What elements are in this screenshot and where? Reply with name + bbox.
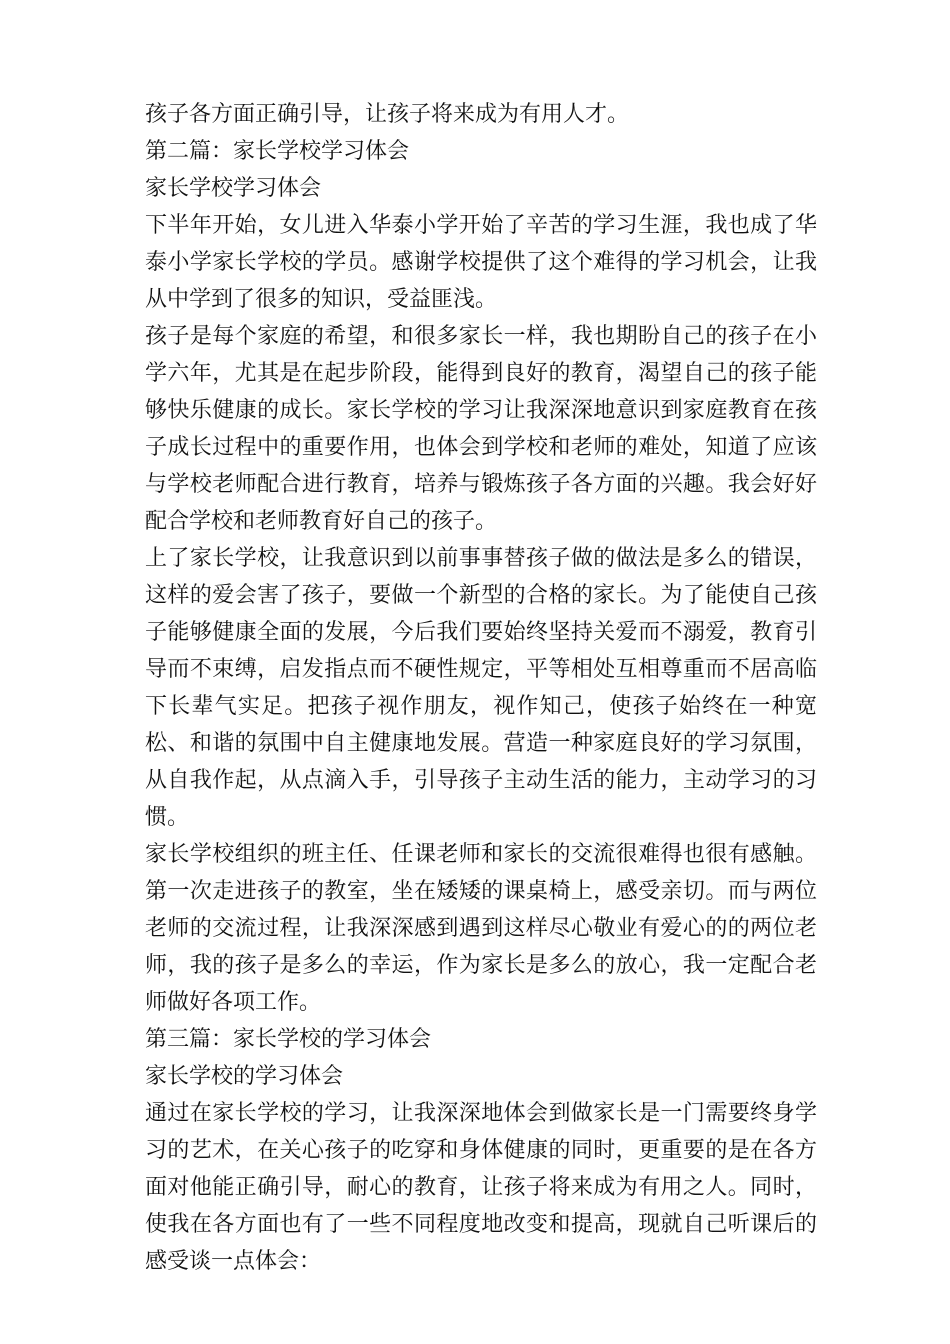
paragraph-continued: 孩子各方面正确引导，让孩子将来成为有用人才。 [145, 102, 630, 127]
section-heading-2: 第二篇：家长学校学习体会 [145, 139, 410, 164]
paragraph: 孩子是每个家庭的希望，和很多家长一样，我也期盼自己的孩子在小学六年，尤其是在起步阶段，能得到良好的教育，渴望自己的孩子能够快乐健康的成长。家长学校的学习让我深深地意识到家庭教育在孩子成长过程中的重要作用，也体会到学校和老师的难处，知道了应该与学校老师配合进行教育，培养与锻炼孩子各方面的兴趣。我会好好配合学校和老师教育好自己的孩子。 [145, 324, 817, 534]
paragraph: 下半年开始，女儿进入华泰小学开始了辛苦的学习生涯，我也成了华泰小学家长学校的学员。感谢学校提供了这个难得的学习机会，让我从中学到了很多的知识，受益匪浅。 [145, 213, 817, 312]
section-title-2: 家长学校学习体会 [145, 176, 322, 201]
section-heading-3: 第三篇：家长学校的学习体会 [145, 1027, 432, 1052]
paragraph: 通过在家长学校的学习，让我深深地体会到做家长是一门需要终身学习的艺术，在关心孩子的吃穿和身体健康的同时，更重要的是在各方面对他能正确引导，耐心的教育，让孩子将来成为有用之人。同时，使我在各方面也有了一些不同程度地改变和提高，现就自己听课后的感受谈一点体会： [145, 1101, 817, 1274]
section-title-3: 家长学校的学习体会 [145, 1064, 344, 1089]
paragraph: 家长学校组织的班主任、任课老师和家长的交流很难得也很有感触。第一次走进孩子的教室，坐在矮矮的课桌椅上，感受亲切。而与两位老师的交流过程，让我深深感到遇到这样尽心敬业有爱心的的两位老师，我的孩子是多么的幸运，作为家长是多么的放心，我一定配合老师做好各项工作。 [145, 842, 817, 1015]
paragraph: 上了家长学校，让我意识到以前事事替孩子做的做法是多么的错误，这样的爱会害了孩子，要做一个新型的合格的家长。为了能使自己孩子能够健康全面的发展，今后我们要始终坚持关爱而不溺爱，教育引导而不束缚，启发指点而不硬性规定，平等相处互相尊重而不居高临下长辈气实足。把孩子视作朋友，视作知己，使孩子始终在一种宽松、和谐的氛围中自主健康地发展。营造一种家庭良好的学习氛围，从自我作起，从点滴入手，引导孩子主动生活的能力，主动学习的习惯。 [145, 546, 817, 830]
document-body [145, 96, 817, 1280]
